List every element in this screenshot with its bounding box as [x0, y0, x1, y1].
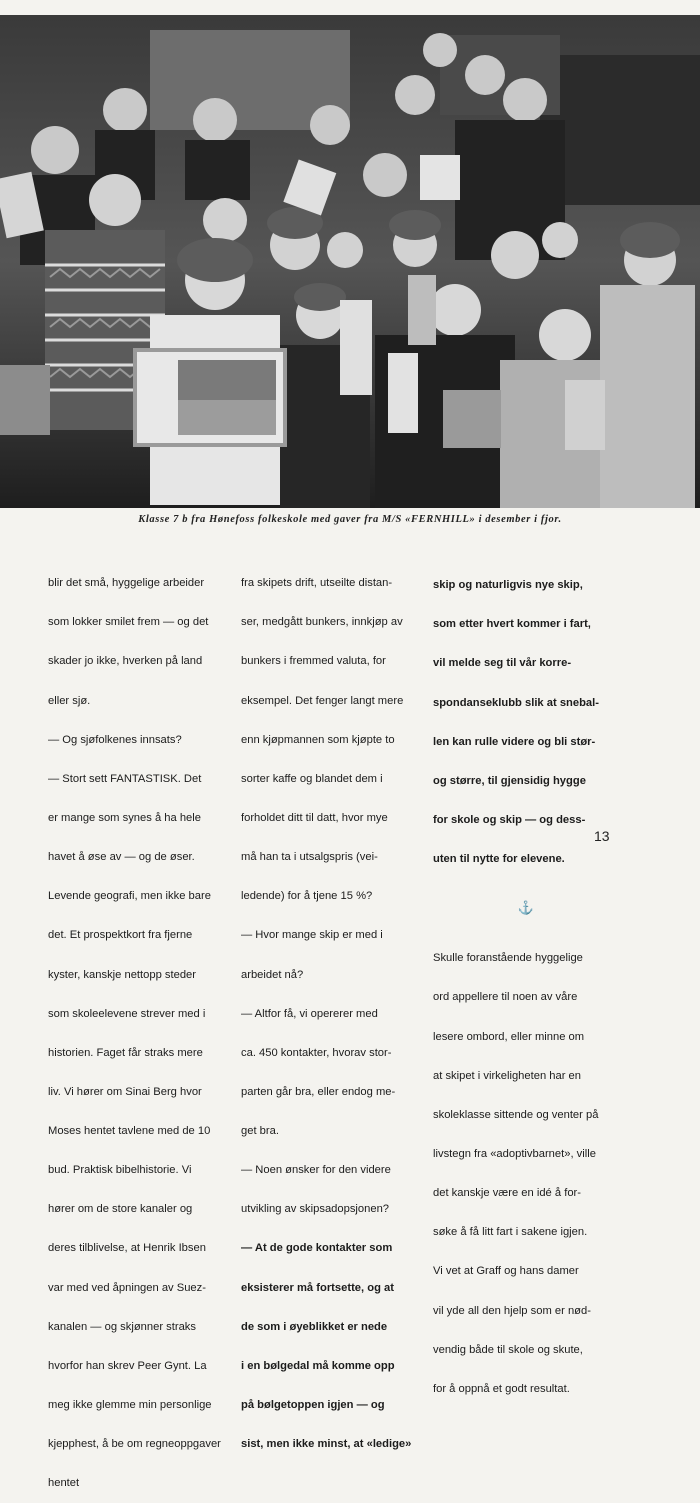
text-line-bold: spondanseklubb slik at snebal- [433, 696, 599, 709]
text-line: ser, medgått bunkers, innkjøp av [241, 616, 403, 629]
text-line: havet å øse av — og de øser. [48, 851, 195, 864]
text-line: Vi vet at Graff og hans damer [433, 1265, 579, 1278]
text-line: som lokker smilet frem — og det [48, 616, 209, 629]
text-line: kyster, kanskje nettopp steder [48, 968, 197, 981]
text-line: det kanskje være en idé å for- [433, 1187, 581, 1200]
text-line: bunkers i fremmed valuta, for [241, 655, 386, 668]
text-line: sorter kaffe og blandet dem i [241, 772, 383, 785]
text-line: — Noen ønsker for den videre [241, 1164, 391, 1177]
text-line: eller sjø. [48, 694, 91, 707]
text-line-bold: de som i øyeblikket er nede [241, 1320, 388, 1333]
text-line: skader jo ikke, hverken på land [48, 655, 203, 668]
text-column-2 [241, 551, 421, 1464]
text-line: eksempel. Det fenger langt mere [241, 694, 404, 707]
text-line-bold: på bølgetoppen igjen — og [241, 1399, 385, 1412]
text-line: liv. Vi hører om Sinai Berg hvor [48, 1085, 202, 1098]
text-line: Skulle foranstående hyggelige [433, 952, 583, 965]
text-line: skoleklasse sittende og venter på [433, 1108, 599, 1121]
text-line: søke å få litt fart i sakene igjen. [433, 1226, 588, 1239]
text-line: fra skipets drift, utseilte distan- [241, 577, 393, 590]
text-line: var med ved åpningen av Suez- [48, 1281, 206, 1294]
text-column-1 [48, 551, 230, 1503]
text-line: for å oppnå et godt resultat. [433, 1382, 570, 1395]
text-line: som skoleelevene strever med i [48, 1007, 206, 1020]
text-line-bold: eksisterer må fortsette, og at [241, 1281, 394, 1294]
text-line: — Hvor mange skip er med i [241, 929, 383, 942]
text-line: bud. Praktisk bibelhistorie. Vi [48, 1164, 192, 1177]
text-line: Levende geografi, men ikke bare [48, 890, 211, 903]
photo-caption: Klasse 7 b fra Hønefoss folkeskole med gaver fra M/S «FERNHILL» i desember i fjor. [138, 514, 562, 525]
text-line: — Og sjøfolkenes innsats? [48, 733, 182, 746]
page-number: 13 [594, 828, 610, 844]
text-line: deres tilblivelse, at Henrik Ibsen [48, 1242, 206, 1255]
text-line: arbeidet nå? [241, 968, 304, 981]
text-line: utvikling av skipsadopsjonen? [241, 1203, 390, 1216]
anchor-icon: ⚓ [517, 900, 535, 916]
text-line: forholdet ditt til datt, hvor mye [241, 811, 388, 824]
text-line: er mange som synes å ha hele [48, 811, 201, 824]
text-line: — Stort sett FANTASTISK. Det [48, 772, 202, 785]
text-line: kanalen — og skjønner straks [48, 1320, 196, 1333]
text-line: hvorfor han skrev Peer Gynt. La [48, 1359, 207, 1372]
text-line: ca. 450 kontakter, hvorav stor- [241, 1046, 392, 1059]
text-line: ledende) for å tjene 15 %? [241, 890, 373, 903]
text-line-bold: og større, til gjensidig hygge [433, 774, 586, 787]
text-line-bold: sist, men ikke minst, at «ledige» [241, 1438, 412, 1451]
text-line: blir det små, hyggelige arbeider [48, 577, 205, 590]
text-line: må han ta i utsalgspris (vei- [241, 851, 378, 864]
text-line: vil yde all den hjelp som er nød- [433, 1304, 591, 1317]
text-line: enn kjøpmannen som kjøpte to [241, 733, 395, 746]
text-line: — Altfor få, vi opererer med [241, 1007, 378, 1020]
text-line: get bra. [241, 1125, 279, 1138]
text-line-bold: len kan rulle videre og bli stør- [433, 735, 596, 748]
text-line: historien. Faget får straks mere [48, 1046, 203, 1059]
text-line-bold: vil melde seg til vår korre- [433, 657, 572, 670]
text-line: parten går bra, eller endog me- [241, 1085, 396, 1098]
text-line: lesere ombord, eller minne om [433, 1030, 585, 1043]
text-line: ord appellere til noen av våre [433, 991, 578, 1004]
text-line: hentet [48, 1477, 80, 1490]
text-column-3 [433, 553, 619, 1409]
text-line: vendig både til skole og skute, [433, 1343, 583, 1356]
text-line-bold: for skole og skip — og dess- [433, 813, 586, 826]
text-line: livstegn fra «adoptivbarnet», ville [433, 1148, 596, 1161]
text-line: kjepphest, å be om regneoppgaver [48, 1438, 221, 1451]
text-line: at skipet i virkeligheten har en [433, 1069, 582, 1082]
text-line: meg ikke glemme min personlige [48, 1399, 212, 1412]
text-line-bold: skip og naturligvis nye skip, [433, 579, 583, 592]
text-line-bold: — At de gode kontakter som [241, 1242, 393, 1255]
text-line: Moses hentet tavlene med de 10 [48, 1125, 211, 1138]
text-line-bold: som etter hvert kommer i fart, [433, 618, 591, 631]
text-line-bold: uten til nytte for elevene. [433, 853, 565, 866]
text-line: hører om de store kanaler og [48, 1203, 193, 1216]
text-line-bold: i en bølgedal må komme opp [241, 1359, 395, 1372]
text-line: det. Et prospektkort fra fjerne [48, 929, 193, 942]
class-photo [0, 15, 700, 508]
group-photo-icon [0, 15, 700, 508]
